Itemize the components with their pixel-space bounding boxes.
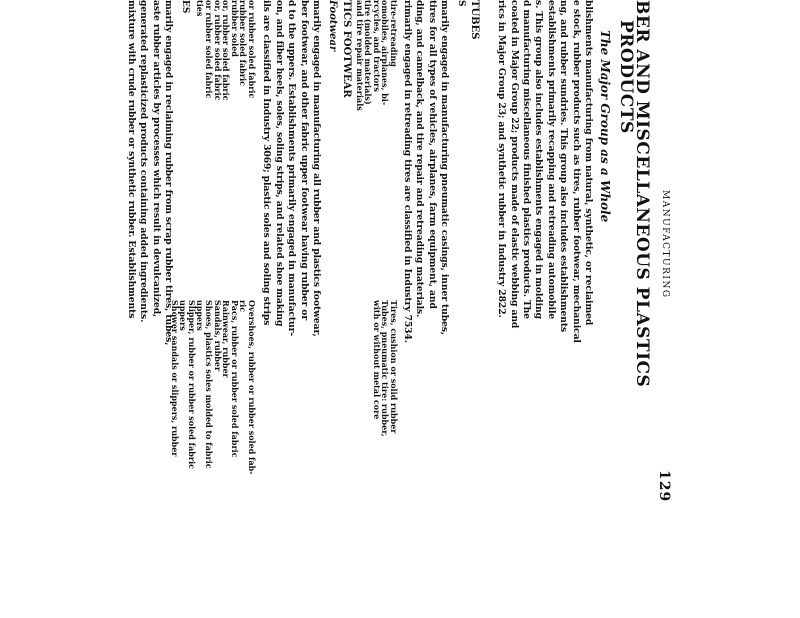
footwear-line: ils are classified in Industry 3069; plastic soles and soling strips [261,0,273,326]
footwear-line: on, and fiber heels, soles, soling strips, and related shoe making [273,0,285,327]
intro-line: blishments manufacturing from natural, synthetic, or reclaimed [583,0,594,326]
list-item: Shoes, plastics soles molded to fabric [204,300,215,469]
footwear-trailing: ES [180,0,190,14]
reclaimed-line: aste rubber articles by processes which result in devulcanized, [150,0,162,318]
intro-line: d manufacturing miscellaneous finished plastics products. The [520,0,532,320]
reclaimed-line: generated replasticized products containing added ingredients. [138,0,150,323]
list-item: ties [195,0,206,17]
group-heading: The Major Group as a Whole [598,30,612,223]
reclaimed-paragraph [137,0,174,560]
intro-line: rics in Major Group 23; and synthetic rubber in Industry 2822. [496,0,508,318]
page-number: 129 [656,470,672,503]
tubes-items-right [372,300,398,437]
tubes-line: marily engaged in manufacturing pneumatic casings, inner tubes, [439,0,450,335]
list-item: and tire repair materials [354,0,365,111]
footwear-items-right [170,300,256,475]
list-item: Tubes, pneumatic tire: rubber, [380,300,391,437]
footwear-paragraph [260,0,322,560]
list-item: or, rubber soled fabric [212,0,223,101]
list-item: Slipper, rubber or rubber soled fabric [186,300,197,469]
list-item: Tires, cushion or solid rubber [389,300,399,434]
tubes-line: ding, and camelback, and tire repair and retreading materials. [414,0,426,318]
list-item: rcycles, and tractors [371,0,382,92]
subheading-footwear: Footwear [327,0,338,52]
reclaimed-line: mixture with crude rubber or synthetic rubber. Establishments [126,0,137,319]
running-head [652,0,672,560]
list-item: Pacs, rubber or rubber soled fabric [229,300,240,458]
footwear-line: ber footwear, and other fabric upper footwear having rubber or [298,0,310,321]
intro-line: ng, and rubber sundries. This group also includes establishments [558,0,570,333]
major-title-line-1: BER AND MISCELLANEOUS PLASTICS [632,0,652,388]
footwear-line: marily engaged in manufacturing all rubber and plastics footwear, [311,0,322,337]
tubes-line: rimarily engaged in retreading tires are classified in Industry 7534. [401,0,413,343]
list-item: rubber soled fabric [238,0,249,86]
list-item: or rubber soled fabric [247,0,257,99]
major-group-title [618,0,650,600]
list-item: or, rubber soled fabric [221,0,232,101]
list-item: Overshoes, rubber or rubber soled fab- [247,300,257,475]
list-item: Sandals, rubber [212,300,223,372]
section-heading-tubes: TUBES [469,0,480,40]
list-item: ric [238,300,249,313]
list-item: uppers [195,300,206,331]
major-title-line-2: PRODUCTS [616,20,636,134]
tubes-paragraph [400,0,450,560]
running-head-title: MANUFACTURING [660,190,670,299]
reclaimed-line: marily engaged in reclaiming rubber from scrap rubber tires, tubes, [163,0,174,346]
section-marker: S [456,0,466,7]
intro-line: s. This group also includes establishments engaged in molding [533,0,545,319]
list-item: omobiles, airplanes, bi- [380,0,391,106]
list-item: Shower sandals or slippers, rubber [169,300,180,457]
rotated-page [122,0,672,618]
reclaimed-paragraph-tail [125,0,137,420]
list-item: or rubber soled fabric [204,0,215,99]
intro-line: e stock, rubber products such as tires, rubber footwear, mechanical [570,0,582,343]
list-item: tire (molded materials) [363,0,374,105]
intro-line: coated in Major Group 22; products made of elastic webbing and [508,0,520,329]
tubes-line: tires for all types of vehicles, airplanes, farm equipment, and [426,0,438,309]
list-item: with or without metal core [371,300,382,420]
list-item: Rainwear, rubber [221,300,232,378]
list-item: tire-retreading [389,0,399,67]
list-item: uppers [178,300,189,331]
footwear-line: d to the uppers. Establishments primarily engaged in manufactur- [286,0,298,337]
list-item: rubber soled [229,0,240,57]
footwear-items-left [196,0,256,101]
section-heading-footwear: TICS FOOTWEAR [341,0,352,98]
intro-paragraph [495,0,594,560]
tubes-items-left [355,0,398,111]
intro-line: establishments primarily recapping and retreading automobile [545,0,557,320]
